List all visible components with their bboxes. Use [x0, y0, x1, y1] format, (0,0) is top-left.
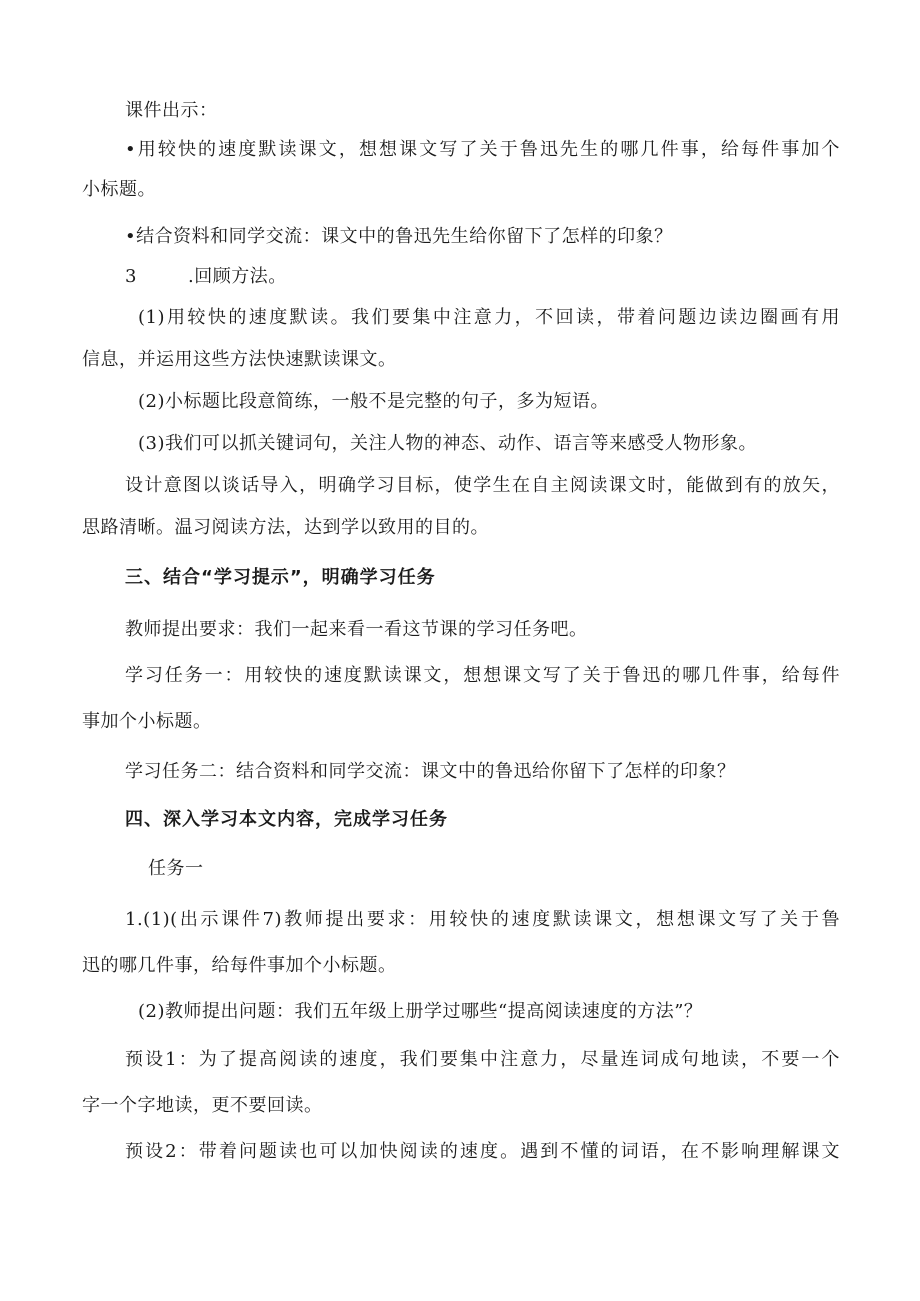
task-two: 学习任务二：结合资料和同学交流：课文中的鲁迅给你留下了怎样的印象？: [125, 761, 736, 782]
preset-1: 预设1：为了提高阅读的速度，我们要集中注意力，尽量连词成句地读，不要一个: [125, 1049, 840, 1070]
design-intent-cont: 思路清晰。温习阅读方法，达到学以致用的目的。: [82, 517, 489, 538]
design-intent: 设计意图以谈话导入，明确学习目标，使学生在自主阅读课文时，能做到有的放矢，: [125, 475, 840, 496]
courseware-heading: 课件出示：: [125, 100, 218, 121]
method-1: (1)用较快的速度默读。我们要集中注意力，不回读，带着问题边读边圈画有用: [138, 307, 840, 328]
method-2: (2)小标题比段意简练，一般不是完整的句子，多为短语。: [138, 391, 609, 412]
list-number-3: 3: [125, 266, 137, 287]
method-3: (3)我们可以抓关键词句，关注人物的神态、动作、语言等来感受人物形象。: [138, 433, 757, 454]
courseware-item-1-cont: 小标题。: [82, 179, 156, 200]
method-1-cont: 信息，并运用这些方法快速默读课文。: [82, 349, 397, 370]
courseware-item-1: •用较快的速度默读课文，想想课文写了关于鲁迅先生的哪几件事，给每件事加个: [125, 139, 840, 160]
preset-1-cont: 字一个字地读，更不要回读。: [82, 1095, 323, 1116]
step-1-1: 1.(1)(出示课件7)教师提出要求：用较快的速度默读课文，想想课文写了关于鲁: [125, 909, 840, 930]
task-one-heading: 任务一: [148, 858, 204, 879]
review-method-heading: .回顾方法。: [188, 266, 287, 287]
task-one-cont: 事加个小标题。: [82, 711, 212, 732]
courseware-item-2: •结合资料和同学交流：课文中的鲁迅先生给你留下了怎样的印象？: [125, 226, 673, 247]
section-three-heading: 三、结合“学习提示”，明确学习任务: [125, 567, 436, 588]
preset-2: 预设2：带着问题读也可以加快阅读的速度。遇到不懂的词语，在不影响理解课文: [125, 1141, 840, 1162]
task-one: 学习任务一：用较快的速度默读课文，想想课文写了关于鲁迅的哪几件事，给每件: [125, 665, 840, 686]
step-1-2: (2)教师提出问题：我们五年级上册学过哪些“提高阅读速度的方法”？: [138, 1001, 703, 1022]
section-four-heading: 四、深入学习本文内容，完成学习任务: [125, 809, 448, 830]
teacher-request: 教师提出要求：我们一起来看一看这节课的学习任务吧。: [125, 619, 588, 640]
step-1-1-cont: 迅的哪几件事，给每件事加个小标题。: [82, 955, 397, 976]
